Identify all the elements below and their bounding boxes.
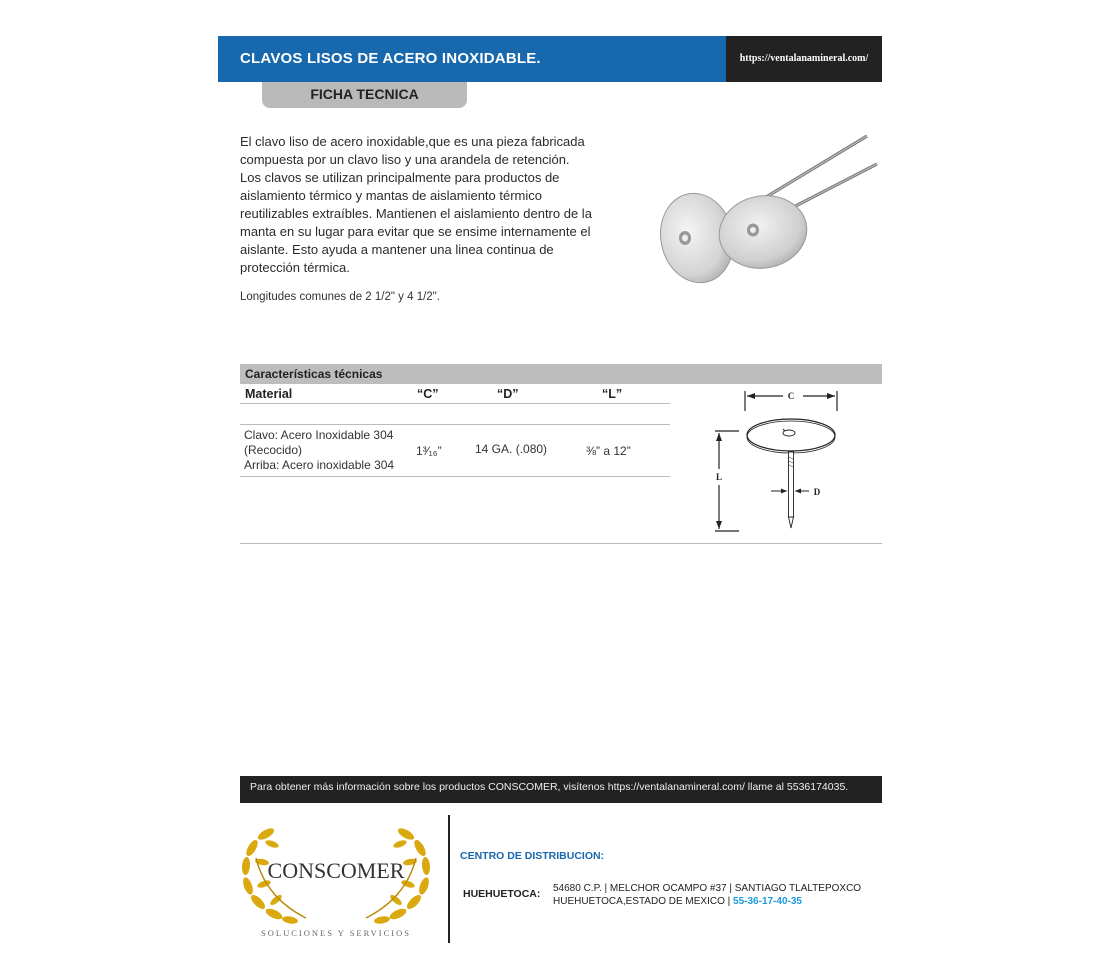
distribution-center-title: CENTRO DE DISTRIBUCION: (460, 850, 605, 862)
phone-number[interactable]: 55-36-17-40-35 (733, 896, 802, 907)
logo-wordmark: CONSCOMER (267, 858, 405, 883)
description-line: aislamiento térmico y mantas de aislamiento térmico (240, 188, 543, 203)
diagram-label-l: L (715, 472, 723, 482)
conscomer-logo (236, 818, 436, 942)
website-url[interactable]: https://ventalanamineral.com/ (726, 36, 882, 82)
address-block (553, 882, 861, 908)
l-column-header: “L” (602, 387, 623, 401)
description-line: Los clavos se utilizan principalmente para productos de (240, 170, 560, 185)
description-line: compuesta por un clavo liso y una arandela de retención. (240, 152, 570, 167)
diagram-label-c: C (787, 391, 795, 401)
footer-separator (448, 815, 450, 943)
description-line: aislante. Esto ayuda a mantener una linea continua de (240, 242, 554, 257)
divider (240, 424, 670, 425)
document-title: CLAVOS LISOS DE ACERO INOXIDABLE. (218, 36, 726, 82)
contact-info-bar: Para obtener más información sobre los productos CONSCOMER, visítenos https://ventalanamineral.com/ llame al 5536174035. (240, 776, 882, 803)
divider (240, 476, 670, 477)
c-column-header: “C” (417, 387, 439, 401)
address-city: HUEHUETOCA,ESTADO DE MEXICO | (553, 896, 734, 907)
material-cell (244, 428, 394, 473)
d-column-header: “D” (497, 387, 519, 401)
ficha-tecnica-tab: FICHA TECNICA (262, 82, 467, 108)
d-value-cell: 14 GA. (.080) (475, 442, 548, 456)
common-lengths: Longitudes comunes de 2 1/2" y 4 1/2". (240, 291, 440, 303)
description-line: protección térmica. (240, 260, 350, 275)
l-value-cell: ⅜” a 12” (586, 444, 631, 458)
nail-product-photo (655, 128, 885, 298)
address-line: 54680 C.P. | MELCHOR OCAMPO #37 | SANTIAGO TLALTEPOXCO (553, 883, 862, 894)
divider (240, 403, 670, 404)
description-line: El clavo liso de acero inoxidable,que es una pieza fabricada (240, 134, 585, 149)
description-line: reutilizables extraíbles. Mantienen el aislamiento dentro de la (240, 206, 592, 221)
specs-section-title: Características técnicas (240, 364, 882, 384)
product-description (240, 133, 630, 277)
nail-dimension-diagram (705, 385, 845, 545)
material-line: Clavo: Acero Inoxidable 304 (244, 428, 394, 442)
diagram-label-d: D (813, 487, 821, 497)
logo-tagline: SOLUCIONES Y SERVICIOS (261, 928, 411, 938)
c-value-cell: 1³⁄₁₆” (416, 444, 442, 458)
address-line-2 (553, 895, 861, 908)
material-line: Arriba: Acero inoxidable 304 (244, 458, 395, 472)
material-line: (Recocido) (244, 443, 303, 457)
description-line: manta en su lugar para evitar que se ensime internamente el (240, 224, 591, 239)
material-column-header: Material (245, 387, 293, 401)
location-label: HUEHUETOCA: (463, 888, 541, 900)
